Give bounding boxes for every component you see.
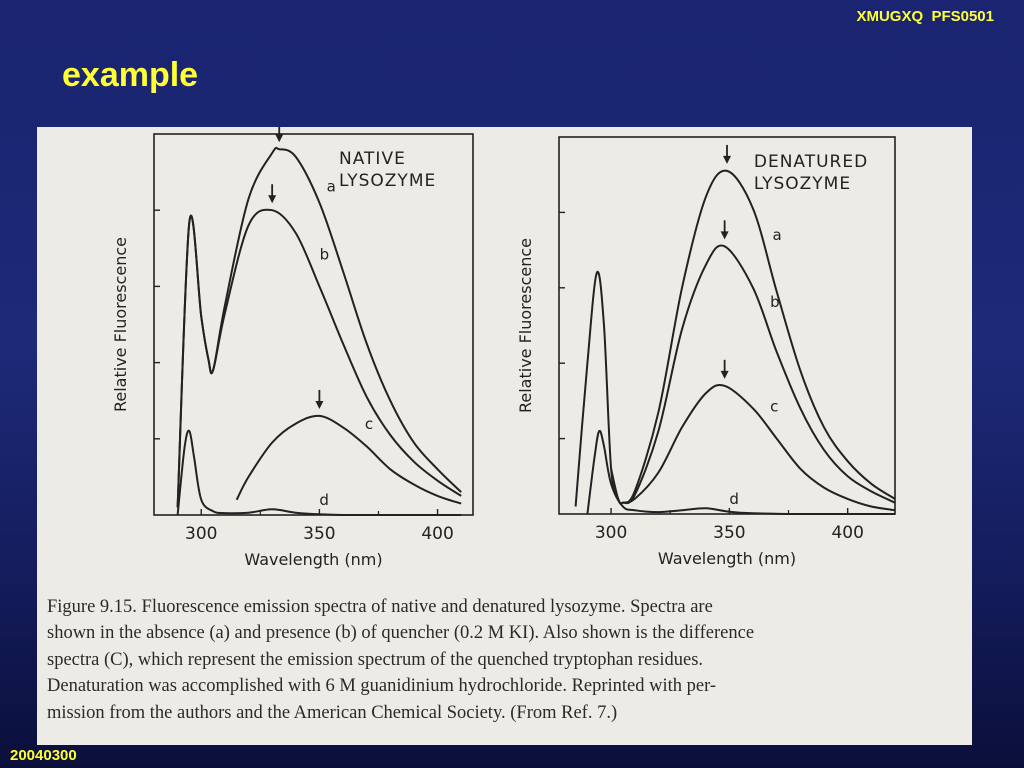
- caption-line: Denaturation was accomplished with 6 M guanidinium hydrochloride. Reprinted with per-: [47, 676, 717, 697]
- series-label-a: a: [326, 177, 336, 196]
- peak-arrow-head-a: [723, 156, 731, 164]
- x-tick-label: 300: [185, 524, 218, 544]
- x-axis-label: Wavelength (nm): [244, 550, 383, 569]
- peak-arrow-head-b: [268, 195, 276, 203]
- caption-line: spectra (C), which represent the emission spectrum of the quenched tryptophan residues.: [47, 649, 704, 670]
- x-axis-label: Wavelength (nm): [657, 549, 797, 568]
- panel-title-line: NATIVE: [339, 149, 406, 169]
- y-axis-label: Relative Fluorescence: [111, 236, 130, 413]
- slide-footer-code: 20040300: [10, 747, 77, 764]
- series-line-b: [611, 245, 895, 503]
- series-line-d: [587, 431, 895, 514]
- x-tick-label: 300: [594, 523, 628, 543]
- series-line-a: [178, 148, 462, 508]
- slide-title: example: [62, 56, 199, 94]
- figure-caption: [47, 594, 961, 726]
- x-tick-label: 350: [303, 524, 336, 544]
- x-tick-label: 350: [713, 523, 746, 543]
- caption-line: mission from the authors and the American Chemical Society. (From Ref. 7.): [47, 702, 618, 723]
- series-label-b: b: [319, 245, 330, 264]
- y-axis-label: Relative Fluorescence: [516, 237, 535, 414]
- series-label-b: b: [770, 293, 780, 312]
- peak-arrow-head-c: [721, 371, 729, 379]
- series-label-c: c: [770, 397, 779, 416]
- caption-line: shown in the absence (a) and presence (b) of quencher (0.2 M KI). Also shown is the difference: [47, 623, 755, 644]
- x-tick-label: 400: [421, 524, 454, 544]
- panel-title-line: LYSOZYME: [753, 174, 852, 194]
- series-line-a: [576, 171, 895, 507]
- panel-title-line: LYSOZYME: [339, 171, 437, 191]
- series-label-d: d: [319, 491, 329, 509]
- x-tick-label: 400: [831, 523, 864, 543]
- series-label-a: a: [772, 225, 782, 244]
- peak-arrow-head-a: [275, 134, 283, 142]
- peak-arrow-head-b: [721, 231, 729, 239]
- panel-title-line: DENATURED: [753, 152, 869, 172]
- caption-line: Figure 9.15. Fluorescence emission spectra of native and denatured lysozyme. Spectra are: [47, 597, 713, 617]
- series-line-c: [623, 385, 895, 510]
- peak-arrow-head-c: [315, 401, 323, 409]
- series-label-c: c: [364, 414, 374, 433]
- series-label-d: d: [729, 490, 739, 508]
- slide-header-code: XMUGXQ PFS0501: [856, 8, 994, 25]
- figure-panel: [37, 127, 972, 745]
